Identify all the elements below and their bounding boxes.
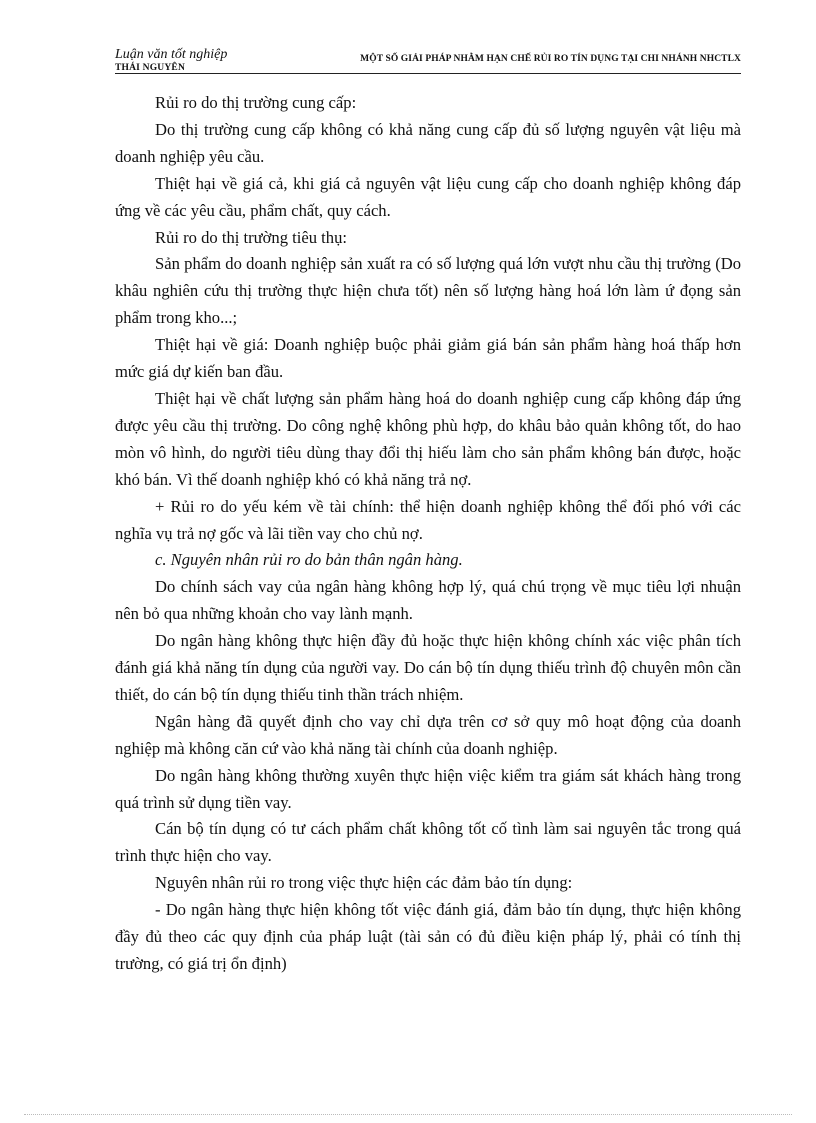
paragraph: Nguyên nhân rủi ro trong việc thực hiện các đảm bảo tín dụng: [155,873,573,893]
paragraph: Thiệt hại về giá: Doanh nghiệp buộc phải giảm giá bán sản phẩm hàng hoá thấp hơn mức giá dự kiến ban đầu. [115,335,741,382]
header-left-title: Luận văn tốt nghiệp [115,47,228,62]
page-header [115,48,741,78]
paragraph: Do ngân hàng không thực hiện đầy đủ hoặc thực hiện không chính xác việc phân tích đánh giá khả năng tín dụng của người vay. Do cán bộ tín dụng thiếu trình độ chuyên môn cần thiết, do cán bộ tín dụng thiếu tinh thần trách nhiệm. [115,631,741,704]
header-left-subtitle: THÁI NGUYÊN [115,63,186,73]
paragraph: Rủi ro do thị trường tiêu thụ: [155,227,347,247]
header-divider [115,73,741,74]
footer-divider [24,1114,792,1115]
paragraph: Cán bộ tín dụng có tư cách phẩm chất không tốt cố tình làm sai nguyên tắc trong quá trình thực hiện cho vay. [115,819,741,866]
header-thesis-label [115,48,227,73]
paragraph: Ngân hàng đã quyết định cho vay chỉ dựa trên cơ sở quy mô hoạt động của doanh nghiệp mà không căn cứ vào khả năng tài chính của doanh nghiệp. [115,711,741,758]
paragraph: - Do ngân hàng thực hiện không tốt việc đánh giá, đảm bảo tín dụng, thực hiện không đầy đủ theo các quy định của pháp luật (tài sản có đủ điều kiện pháp lý, phải có tính thị trường, có giá trị ổn định) [115,900,741,973]
paragraph: Sản phẩm do doanh nghiệp sản xuất ra có số lượng quá lớn vượt nhu cầu thị trường (Do khâu nghiên cứu thị trường thực hiện chưa tốt) nên số lượng hàng hoá lớn làm ứ đọng sản phẩm trong kho...; [115,254,741,328]
paragraph: Thiệt hại về giá cả, khi giá cả nguyên vật liệu cung cấp cho doanh nghiệp không đáp ứng về các yêu cầu, phẩm chất, quy cách. [115,173,741,220]
header-document-title: MỘT SỐ GIẢI PHÁP NHẰM HẠN CHẾ RỦI RO TÍN DỤNG TẠI CHI NHÁNH NHCTLX [360,54,741,64]
paragraph: + Rủi ro do yếu kém về tài chính: thể hiện doanh nghiệp không thể đối phó với các nghĩa vụ trả nợ gốc và lãi tiền vay cho chủ nợ. [115,496,741,543]
page-body [115,90,741,978]
paragraph: Thiệt hại về chất lượng sản phẩm hàng hoá do doanh nghiệp cung cấp không đáp ứng được yêu cầu thị trường. Do công nghệ không phù hợp, do khâu bảo quản không tốt, do hao mòn vô hình, do người tiêu dùng thay đổi thị hiếu làm cho sản phẩm không bán được, hoặc khó bán. Vì thế doanh nghiệp khó có khả năng trả nợ. [115,388,741,489]
section-heading: c. Nguyên nhân rủi ro do bản thân ngân hàng. [155,550,463,570]
paragraph: Do chính sách vay của ngân hàng không hợp lý, quá chú trọng về mục tiêu lợi nhuận nên bỏ qua những khoản cho vay lành mạnh. [115,577,741,624]
paragraph: Do ngân hàng không thường xuyên thực hiện việc kiểm tra giám sát khách hàng trong quá trình sử dụng tiền vay. [115,765,741,812]
paragraph: Rủi ro do thị trường cung cấp: [155,93,357,112]
paragraph: Do thị trường cung cấp không có khả năng cung cấp đủ số lượng nguyên vật liệu mà doanh nghiệp yêu cầu. [115,119,741,166]
